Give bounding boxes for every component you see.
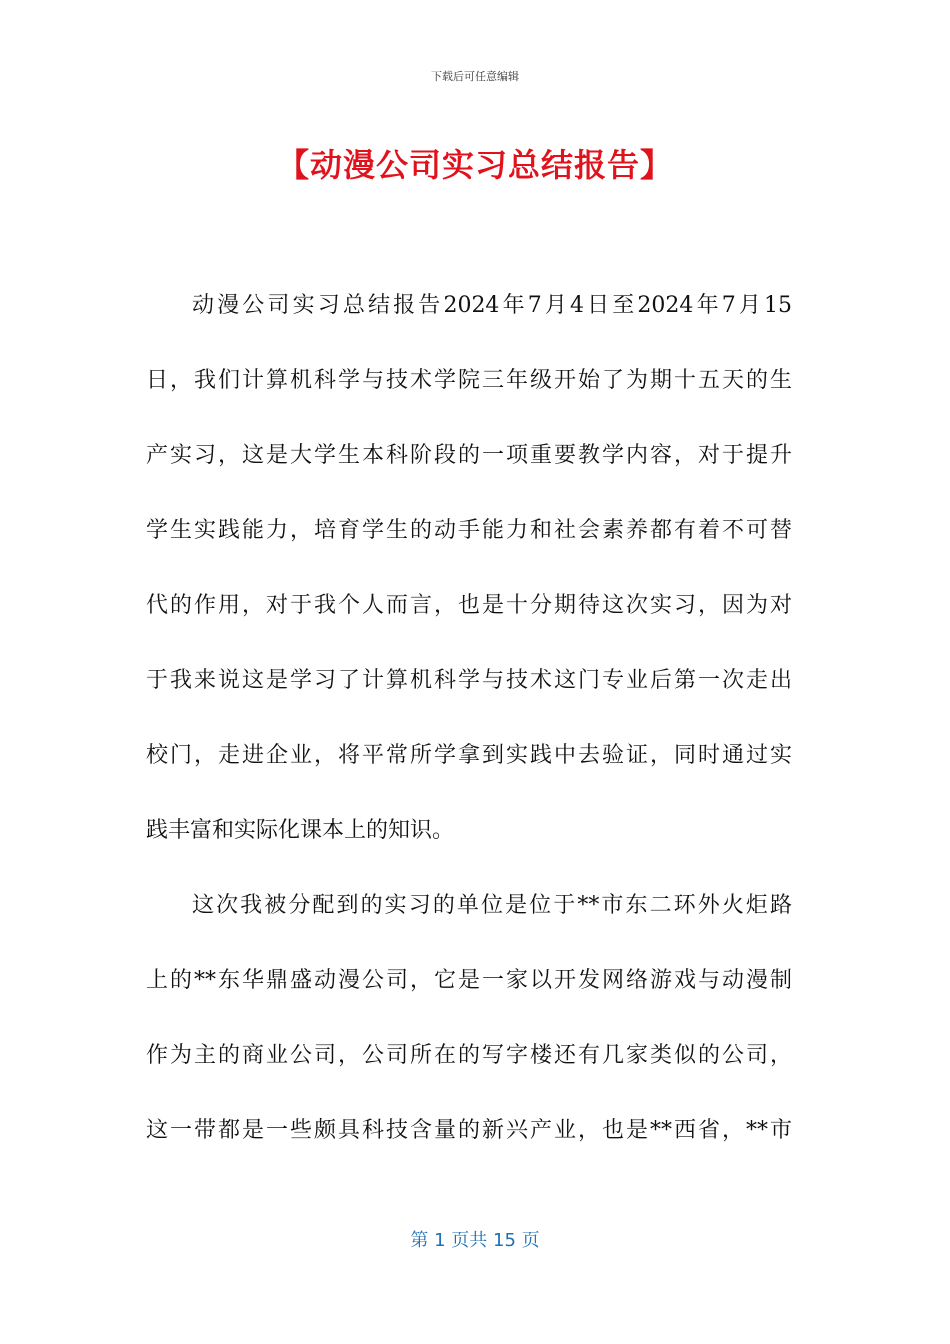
text-line: 产实习，这是大学生本科阶段的一项重要教学内容，对于提升	[146, 443, 792, 468]
header-note: 下载后可任意编辑	[431, 70, 519, 83]
text-line: 于我来说这是学习了计算机科学与技术这门专业后第一次走出	[146, 668, 792, 693]
page-number-footer: 第 1 页共 15 页	[410, 1230, 540, 1251]
text-line: 上的**东华鼎盛动漫公司，它是一家以开发网络游戏与动漫制	[146, 968, 792, 993]
text-line: 践丰富和实际化课本上的知识。	[146, 818, 455, 843]
text-line: 日，我们计算机科学与技术学院三年级开始了为期十五天的生	[146, 368, 792, 393]
text-line: 作为主的商业公司，公司所在的写字楼还有几家类似的公司，	[146, 1043, 792, 1068]
document-body	[146, 268, 792, 1168]
text-line: 动漫公司实习总结报告2024年7月4日至2024年7月15	[192, 293, 792, 318]
document-title: 【动漫公司实习总结报告】	[276, 146, 673, 184]
text-line: 学生实践能力，培育学生的动手能力和社会素养都有着不可替	[146, 518, 792, 543]
text-line: 这一带都是一些颇具科技含量的新兴产业，也是**西省，**市	[146, 1118, 792, 1143]
text-line: 校门，走进企业，将平常所学拿到实践中去验证，同时通过实	[146, 743, 792, 768]
text-line: 代的作用，对于我个人而言，也是十分期待这次实习，因为对	[146, 593, 792, 618]
text-line: 这次我被分配到的实习的单位是位于**市东二环外火炬路	[192, 893, 792, 918]
